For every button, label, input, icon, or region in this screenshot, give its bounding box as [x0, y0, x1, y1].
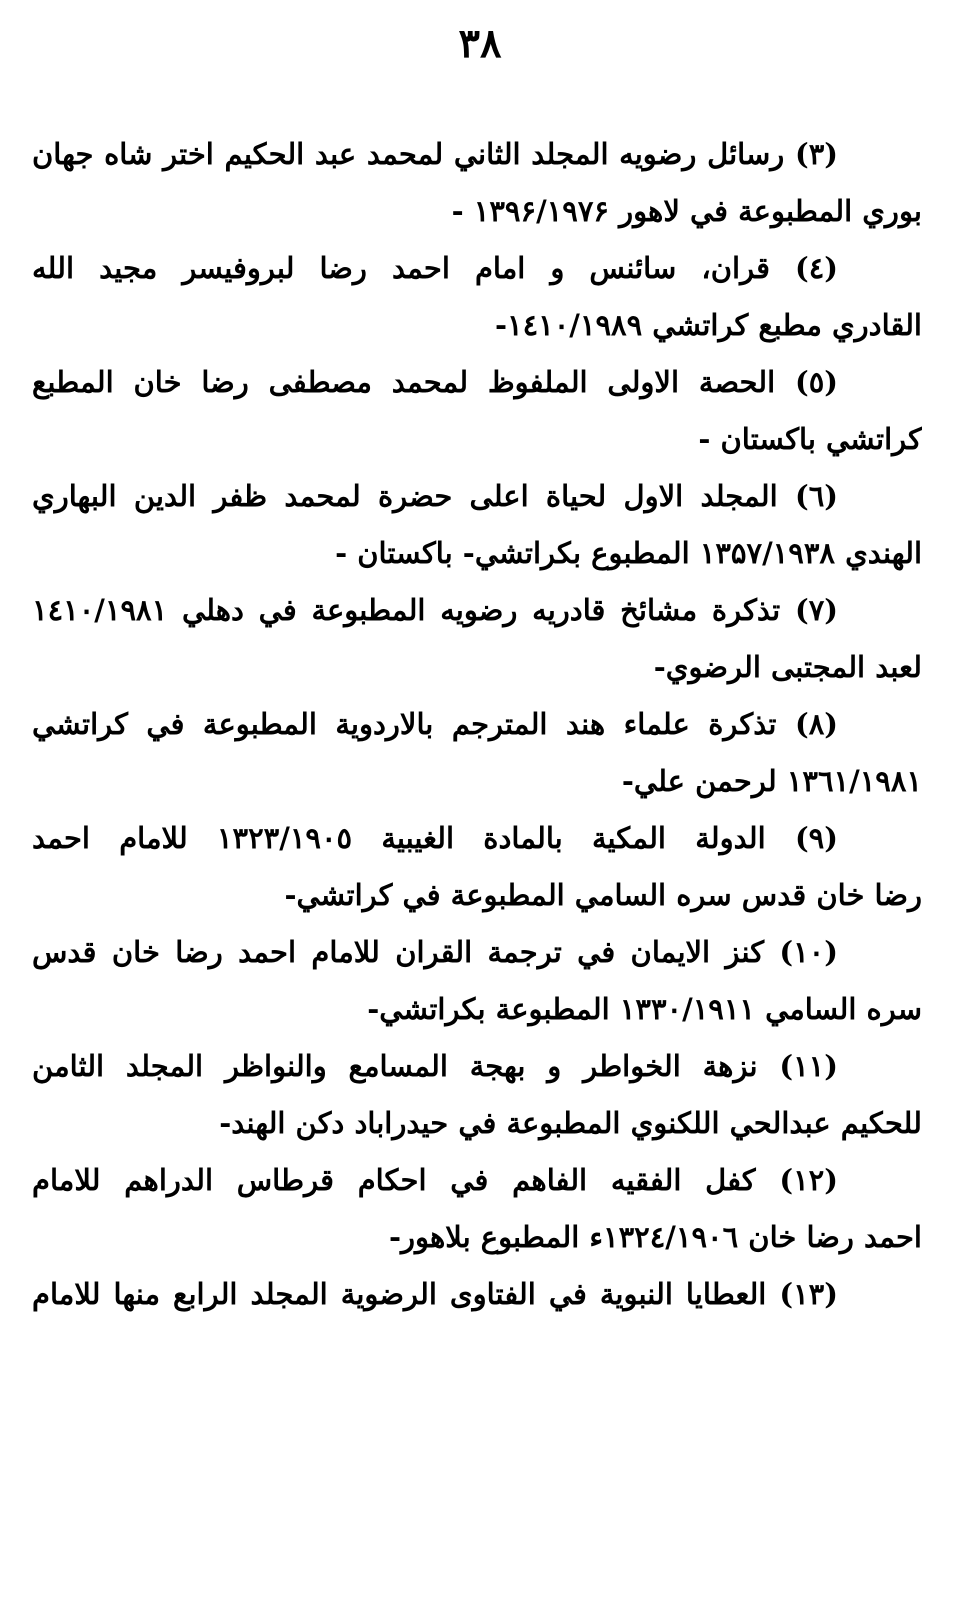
entry-line: ۱۳٦۱/۱۹۸۱ لرحمن علي- — [621, 764, 922, 798]
entry-line: (۱۱) نزهة الخواطر و بهجة المسامع والنواظر المجلد الثامن — [32, 1049, 838, 1083]
entry-line: بوري المطبوعة في لاهور ۱۳۹۶/۱۹۷۶ - — [451, 194, 922, 228]
entry-line: (۱۳) العطايا النبوية في الفتاوى الرضوية المجلد الرابع منها للامام — [32, 1277, 838, 1311]
bibliography-entry-4 — [32, 240, 922, 354]
bibliography-entry-8 — [32, 696, 922, 810]
entry-line: (۱۲) كفل الفقيه الفاهم في احكام قرطاس الدراهم للامام — [32, 1163, 838, 1197]
bibliography-entry-10 — [32, 924, 922, 1038]
bibliography-entry-13 — [32, 1266, 922, 1323]
entry-line: الهندي ۱۳۵۷/۱۹۳۸ المطبوع بكراتشي- باكستان - — [335, 536, 922, 570]
entry-line: (٤) قران، سائنس و امام احمد رضا لبروفيسر مجيد الله — [32, 251, 838, 285]
entry-line: سره السامي ۱۳۳۰/۱۹۱۱ المطبوعة بكراتشي- — [367, 992, 922, 1026]
bibliography-list — [32, 126, 922, 1323]
bibliography-entry-9 — [32, 810, 922, 924]
entry-line: كراتشي باكستان - — [698, 422, 922, 456]
bibliography-entry-7 — [32, 582, 922, 696]
entry-line: (٦) المجلد الاول لحياة اعلى حضرة لمحمد ظفر الدين البهاري — [32, 479, 838, 513]
bibliography-entry-11 — [32, 1038, 922, 1152]
entry-line: للحكيم عبدالحي اللكنوي المطبوعة في حيدراباد دكن الهند- — [219, 1106, 922, 1140]
bibliography-entry-6 — [32, 468, 922, 582]
bibliography-entry-3 — [32, 126, 922, 240]
entry-line: (۸) تذكرة علماء هند المترجم بالاردوية المطبوعة في كراتشي — [32, 707, 838, 741]
bibliography-entry-5 — [32, 354, 922, 468]
entry-line: احمد رضا خان ۱۳۲٤/۱۹۰٦ء المطبوع بلاهور- — [388, 1220, 922, 1254]
entry-line: (۹) الدولة المكية بالمادة الغيبية ۱۳۲۳/۱۹۰٥ للامام احمد — [32, 821, 838, 855]
page-number: ۳۸ — [458, 20, 502, 67]
bibliography-entry-12 — [32, 1152, 922, 1266]
entry-line: لعبد المجتبى الرضوي- — [653, 650, 922, 684]
entry-line: رضا خان قدس سره السامي المطبوعة في كراتشي- — [284, 878, 922, 912]
entry-line: (۳) رسائل رضويه المجلد الثاني لمحمد عبد الحكيم اختر شاه جهان — [32, 137, 838, 171]
entry-line: (۷) تذكرة مشائخ قادريه رضويه المطبوعة في دهلي ۱٤۱۰/۱۹۸۱ — [32, 593, 838, 627]
entry-line: (٥) الحصة الاولى الملفوظ لمحمد مصطفى رضا خان المطبع — [32, 365, 838, 399]
entry-line: (۱۰) كنز الايمان في ترجمة القران للامام احمد رضا خان قدس — [32, 935, 838, 969]
entry-line: القادري مطبع كراتشي ۱٤۱۰/۱۹۸۹- — [494, 308, 922, 342]
